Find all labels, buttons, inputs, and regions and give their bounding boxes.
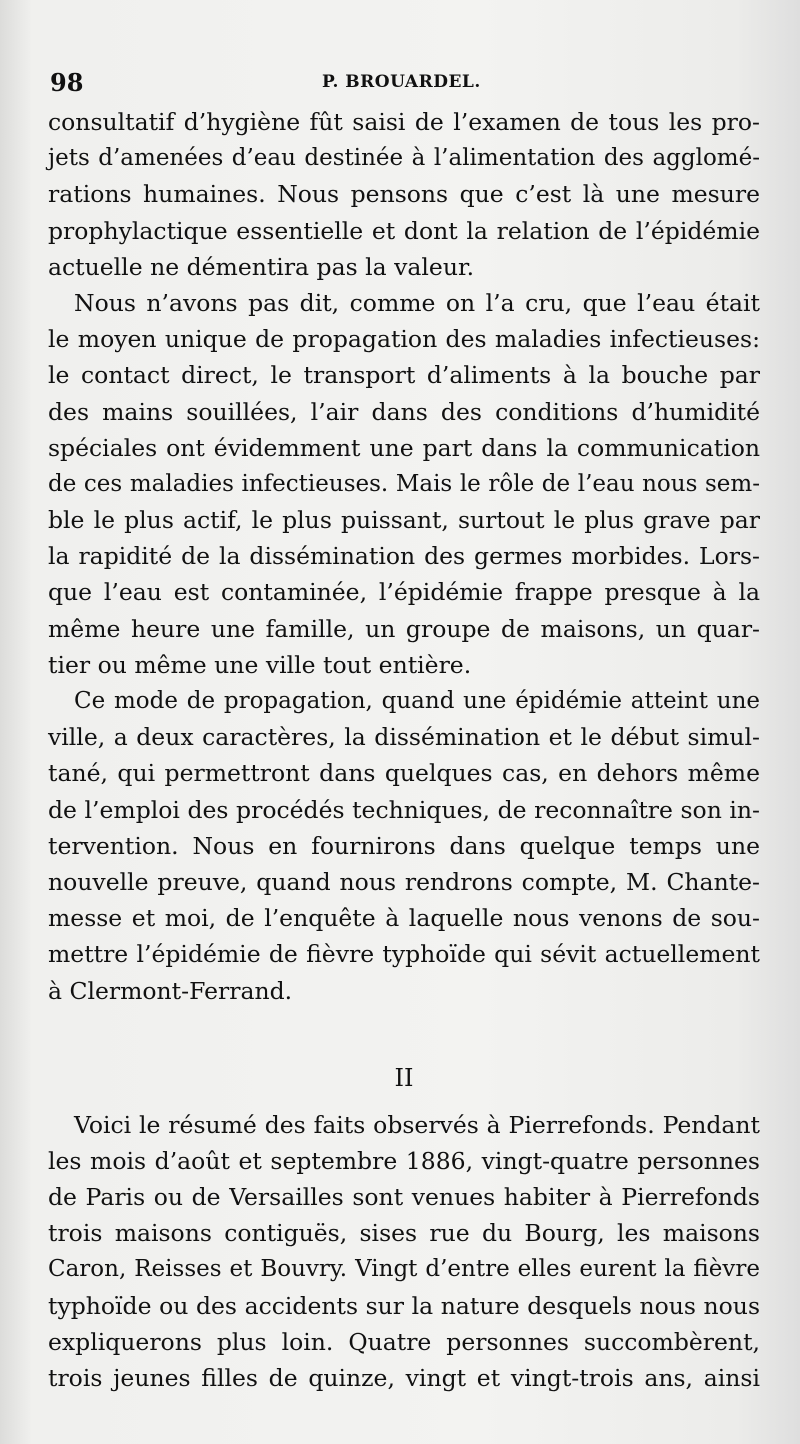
text-line: tier ou même une ville tout entière. — [48, 650, 472, 679]
text-line: nouvelle preuve, quand nous rendrons compte, M. Chante- — [48, 867, 760, 896]
text-line: de ces maladies infectieuses. Mais le rôle de l’eau nous sem- — [48, 470, 760, 497]
text-line: de l’emploi des procédés techniques, de reconnaître son in- — [48, 795, 760, 824]
page-header — [50, 68, 760, 98]
text-line: tané, qui permettront dans quelques cas, en dehors même — [48, 759, 760, 788]
body-text — [48, 104, 760, 1396]
text-line: que l’eau est contaminée, l’épidémie frappe presque à la — [48, 578, 760, 607]
text-line: les mois d’août et septembre 1886, vingt-quatre personnes — [48, 1146, 760, 1175]
text-line: le moyen unique de propagation des maladies infectieuses: — [48, 325, 760, 354]
text-line: Nous n’avons pas dit, comme on l’a cru, que l’eau était — [74, 288, 760, 317]
text-line: le contact direct, le transport d’aliments à la bouche par — [48, 361, 760, 390]
text-line: Voici le résumé des faits observés à Pierrefonds. Pendant — [74, 1110, 760, 1139]
text-line: ble le plus actif, le plus puissant, surtout le plus grave par — [48, 506, 760, 535]
text-line: consultatif d’hygiène fût saisi de l’examen de tous les pro- — [48, 108, 760, 136]
text-line: des mains souillées, l’air dans des conditions d’humidité — [48, 397, 760, 426]
text-line: Ce mode de propagation, quand une épidémie atteint une — [74, 688, 760, 714]
text-line: rations humaines. Nous pensons que c’est là une mesure — [48, 180, 760, 209]
text-line: jets d’amenées d’eau destinée à l’alimentation des agglomé- — [48, 145, 760, 172]
text-line: typhoïde ou des accidents sur la nature desquels nous nous — [48, 1291, 760, 1320]
text-line: spéciales ont évidemment une part dans la communication — [48, 433, 760, 462]
text-line: Caron, Reisses et Bouvry. Vingt d’entre elles eurent la fièvre — [48, 1256, 760, 1283]
text-line: mettre l’épidémie de fièvre typhoïde qui sévit actuellement — [48, 940, 760, 969]
text-line: trois maisons contiguës, sises rue du Bourg, les maisons — [48, 1219, 760, 1248]
text-line: trois jeunes filles de quinze, vingt et vingt-trois ans, ainsi — [48, 1364, 760, 1392]
running-head: P. BROUARDEL. — [322, 72, 481, 92]
text-line: la rapidité de la dissémination des germes morbides. Lors- — [48, 542, 760, 571]
text-line: messe et moi, de l’enquête à laquelle nous venons de sou- — [48, 904, 760, 933]
text-line: même heure une famille, un groupe de maisons, un quar- — [48, 614, 760, 643]
text-line: de Paris ou de Versailles sont venues habiter à Pierrefonds — [48, 1183, 760, 1212]
text-line: prophylactique essentielle et dont la relation de l’épidémie — [48, 216, 760, 245]
text-line: expliquerons plus loin. Quatre personnes succombèrent, — [48, 1327, 760, 1356]
text-line: ville, a deux caractères, la dissémination et le début simul- — [48, 723, 760, 752]
text-line: à Clermont-Ferrand. — [48, 976, 293, 1005]
text-line: actuelle ne démentira pas la valeur. — [48, 252, 475, 281]
paragraph — [48, 104, 760, 285]
text-line: tervention. Nous en fournirons dans quelque temps une — [48, 831, 760, 860]
paragraph — [48, 285, 760, 683]
paragraph — [48, 1107, 760, 1397]
page-number: 98 — [50, 68, 84, 97]
section-heading: II — [394, 1063, 414, 1092]
paragraph — [48, 683, 760, 1009]
